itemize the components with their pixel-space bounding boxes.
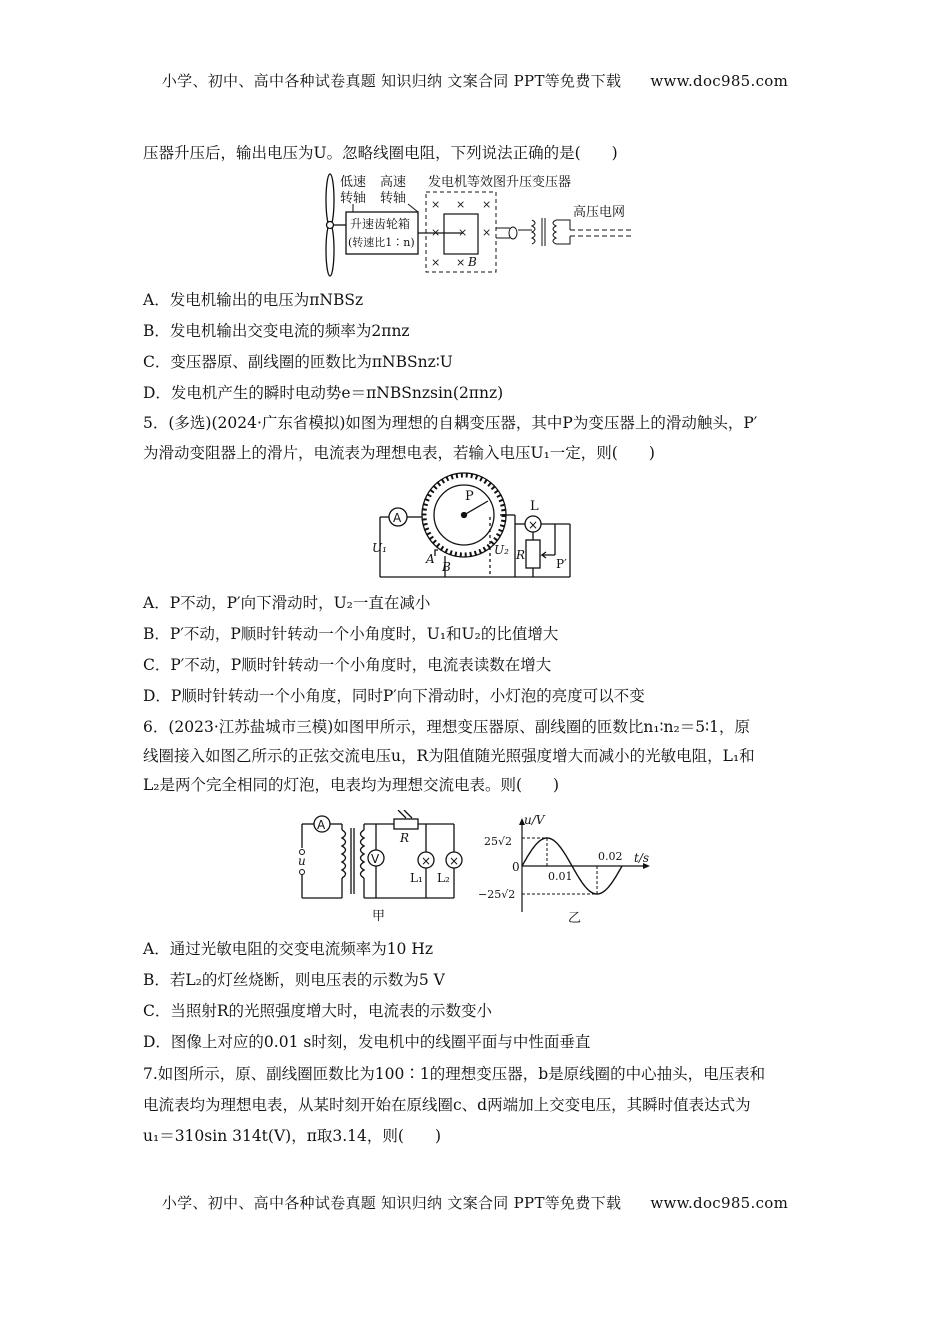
header-site: www.doc985.com <box>650 72 789 90</box>
r-label: R <box>400 831 410 845</box>
low-speed-label-2: 转轴 <box>340 191 367 206</box>
slider-p-prime <box>542 552 555 558</box>
ymin-label: −25√2 <box>478 888 516 901</box>
q4-option-a: A．发电机输出的电压为πNBSz <box>143 291 364 309</box>
high-speed-label-2: 转轴 <box>380 191 407 206</box>
page-footer <box>0 1192 950 1213</box>
photoresistor-r <box>394 819 418 829</box>
q6-option-c: C．当照射R的光照强度增大时，电流表的示数变小 <box>143 1002 493 1020</box>
l2-label: L₂ <box>437 871 450 885</box>
q4-option-c: C．变压器原、副线圈的匝数比为πNBSnz∶U <box>143 353 453 371</box>
l1-label: L₁ <box>410 871 423 885</box>
secondary-coil <box>361 830 365 878</box>
svg-text:×: × <box>528 518 539 532</box>
svg-text:×: × <box>482 198 492 211</box>
gearbox-label: 升速齿轮箱 <box>350 217 411 231</box>
x-axis-label: t/s <box>634 851 650 865</box>
svg-text:×: × <box>431 256 441 269</box>
a-label: A <box>426 552 435 566</box>
q6-option-d: D．图像上对应的0.01 s时刻，发电机中的线圈平面与中性面垂直 <box>143 1033 591 1051</box>
q5-autotransformer-figure <box>370 470 590 585</box>
svg-text:×: × <box>421 854 432 868</box>
u1-label: U₁ <box>372 541 387 555</box>
r-label: R <box>516 548 526 562</box>
ymax-label: 25√2 <box>484 835 513 848</box>
q5-stem-line-2: 为滑动变阻器上的滑片，电流表为理想电表，若输入电压U₁一定，则( ) <box>143 444 655 462</box>
q6-option-b: B．若L₂的灯丝烧断，则电压表的示数为5 V <box>143 971 445 989</box>
low-speed-label-1: 低速 <box>340 175 367 190</box>
page-header <box>0 70 950 91</box>
caption-yi: 乙 <box>568 911 582 925</box>
q6-stem-line-3: L₂是两个完全相同的灯泡，电表均为理想交流电表。则( ) <box>143 776 560 794</box>
svg-text:×: × <box>431 198 441 211</box>
footer-slogan: 小学、初中、高中各种试卷真题 知识归纳 文案合同 PPT等免费下载 <box>161 1194 622 1212</box>
q5-option-d: D．P顺时针转动一个小角度，同时P′向下滑动时，小灯泡的亮度可以不变 <box>143 687 645 705</box>
zero-label: 0 <box>512 860 520 874</box>
footer-site: www.doc985.com <box>650 1194 789 1212</box>
ammeter-label: A <box>393 511 402 525</box>
q4-generator-figure <box>318 170 638 278</box>
field-crosses <box>431 198 491 269</box>
svg-text:×: × <box>458 226 468 239</box>
svg-text:×: × <box>449 854 460 868</box>
q4-stem-tail: 压器升压后，输出电压为U。忽略线圈电阻，下列说法正确的是( ) <box>143 144 618 162</box>
q6-stem-line-2: 线圈接入如图乙所示的正弦交流电压u，R为阻值随光照强度增大而减小的光敏电阻，L₁和 <box>143 747 755 765</box>
q5-option-a: A．P不动，P′向下滑动时，U₂一直在减小 <box>143 594 431 612</box>
propeller <box>326 174 334 276</box>
q5-stem-line-1: 5．(多选)(2024·广东省模拟)如图为理想的自耦变压器，其中P为变压器上的滑动触头，P′ <box>143 414 758 432</box>
step-up-label: 升压变压器 <box>506 175 572 190</box>
q5-option-b: B．P′不动，P顺时针转动一个小角度时，U₁和U₂的比值增大 <box>143 625 559 643</box>
svg-text:×: × <box>431 226 441 239</box>
p-label: P <box>465 489 474 504</box>
q6-circuit-jia <box>296 810 466 925</box>
generator-label: 发电机等效图 <box>428 175 507 190</box>
b-label: B <box>442 560 451 574</box>
u-label: u <box>298 854 306 868</box>
high-speed-label-1: 高速 <box>380 175 407 190</box>
rheostat-r <box>526 540 540 568</box>
t1-label: 0.01 <box>548 870 573 883</box>
primary-coil <box>342 830 346 878</box>
transformer-secondary <box>553 220 556 244</box>
svg-text:×: × <box>456 198 466 211</box>
q4-option-b: B．发电机输出交变电流的频率为2πnz <box>143 322 410 340</box>
q6-voltage-chart-yi <box>478 812 660 925</box>
caption-jia: 甲 <box>372 909 386 924</box>
voltmeter-label: V <box>371 852 380 866</box>
q4-option-d: D．发电机产生的瞬时电动势e＝πNBSnzsin(2πnz) <box>143 384 504 402</box>
svg-text:×: × <box>456 256 466 269</box>
lamp-label: L <box>530 499 539 514</box>
q6-stem-line-1: 6．(2023·江苏盐城市三模)如图甲所示，理想变压器原、副线圈的匝数比n₁∶n₂＝5∶1，原 <box>143 718 751 736</box>
transformer-primary <box>532 220 535 244</box>
ammeter-label: A <box>317 818 326 832</box>
svg-text:×: × <box>482 226 492 239</box>
gearbox-ratio: (转速比1∶n) <box>348 236 415 249</box>
field-b-label: B <box>468 255 477 269</box>
t2-label: 0.02 <box>598 850 623 863</box>
p-prime-label: P′ <box>556 557 567 571</box>
q5-option-c: C．P′不动，P顺时针转动一个小角度时，电流表读数在增大 <box>143 656 552 674</box>
y-axis-label: u/V <box>524 813 545 827</box>
q7-stem-line-3: u₁＝310sin 314t(V)，π取3.14，则( ) <box>143 1127 441 1145</box>
q7-stem-line-1: 7.如图所示，原、副线圈匝数比为100∶1的理想变压器，b是原线圈的中心抽头，电压表和 <box>143 1065 766 1083</box>
grid-label: 高压电网 <box>573 205 626 220</box>
u2-label: U₂ <box>494 543 509 557</box>
q6-option-a: A．通过光敏电阻的交变电流频率为10 Hz <box>143 940 434 958</box>
q7-stem-line-2: 电流表均为理想电表，从某时刻开始在原线圈c、d两端加上交变电压，其瞬时值表达式为 <box>143 1096 751 1114</box>
header-slogan: 小学、初中、高中各种试卷真题 知识归纳 文案合同 PPT等免费下载 <box>161 72 622 90</box>
